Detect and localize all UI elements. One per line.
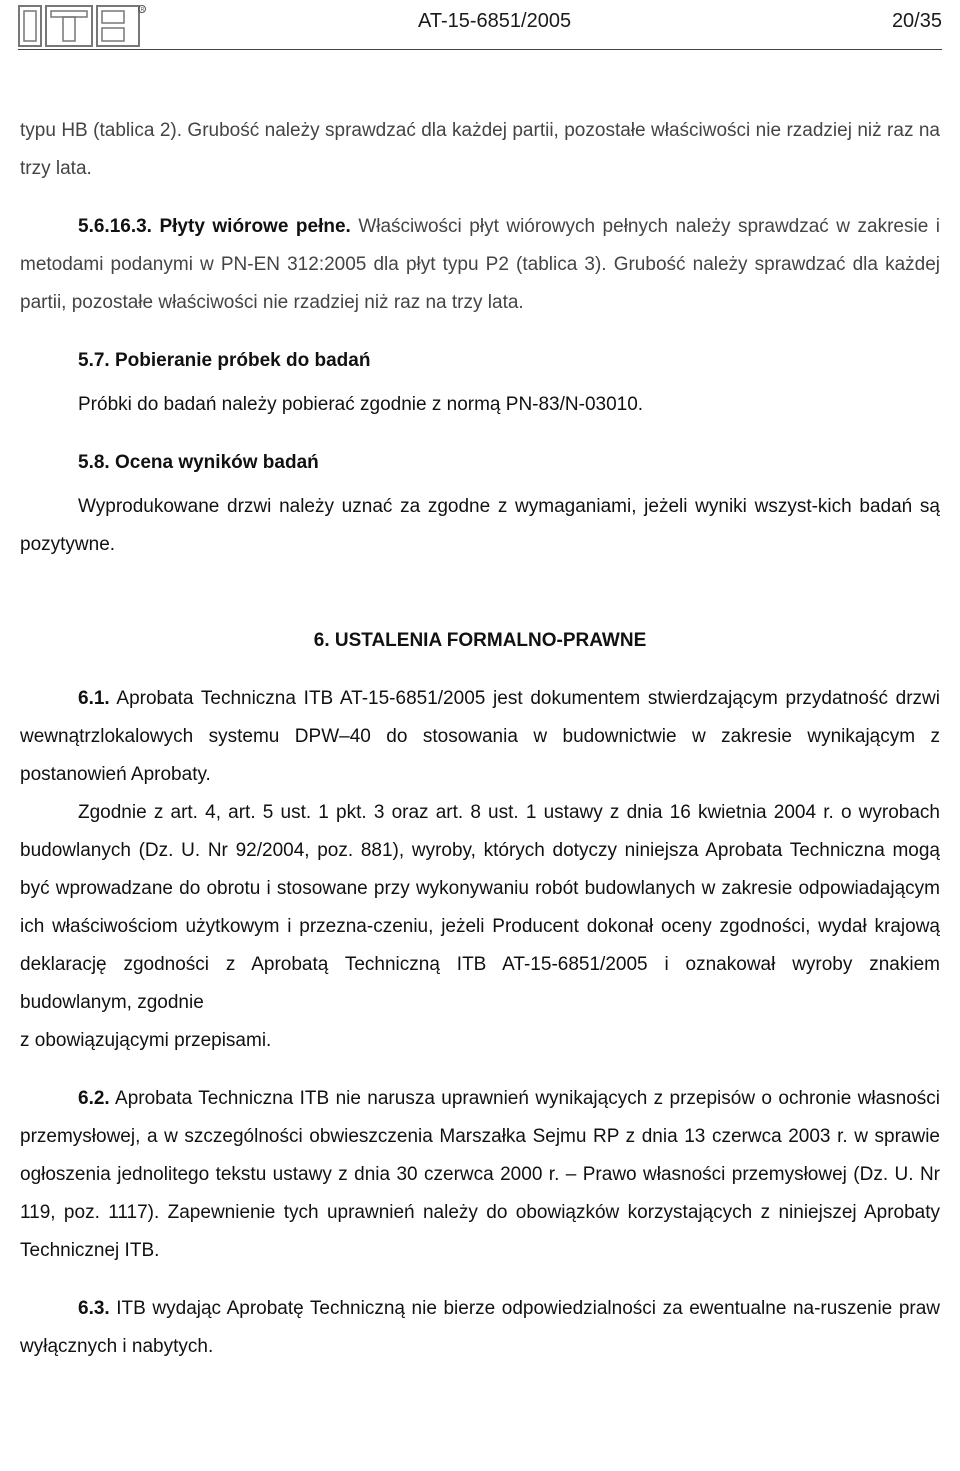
section-number: 6.3. [78,1298,110,1319]
heading-5-8-text: 5.8. Ocena wyników badań [78,452,319,473]
paragraph-5-8: Wyprodukowane drzwi należy uznać za zgodne z wymaganiami, jeżeli wyniki wszyst-kich badań są pozytywne. [20,496,940,555]
page-number: 20/35 [891,10,942,32]
section-text: Aprobata Techniczna ITB nie narusza uprawnień wynikających z przepisów o ochronie własności przemysłowej, a w szczególności obwieszczenia Marszałka Sejmu RP z dnia 13 czerwca 2003 r. w sprawie ogłoszenia jednolitego tekstu ustawy z dnia 30 czerwca 2000 r. – Prawo własności przemysłowej (Dz. U. Nr 119, poz. 1117). Zapewnienie tych uprawnień należy do obowiązków korzystających z niniejszej Aprobaty Technicznej ITB. [20,1088,941,1261]
paragraph-6-2 [20,1080,940,1270]
itb-logo [18,4,146,48]
section-text: Aprobata Techniczna ITB AT-15-6851/2005 jest dokumentem stwierdzającym przydatność drzwi wewnątrzlokalowych systemu DPW–40 do stosowania w budownictwie w zakresie wynikającym z postanowień Aprobaty. [20,688,941,785]
heading-6 [20,622,940,660]
heading-6-text: 6. USTALENIA FORMALNO-PRAWNE [313,630,647,651]
section-title: Płyty wiórowe pełne. [159,216,351,237]
heading-5-7-text: 5.7. Pobieranie próbek do badań [78,350,371,371]
section-number: 6.1. [78,688,110,709]
document-body [20,112,940,1366]
paragraph-5-6-16-3 [20,208,940,322]
header-rule [18,49,942,50]
heading-5-7 [20,342,940,380]
paragraph-6-3 [20,1290,940,1366]
paragraph-hb-board: typu HB (tablica 2). Grubość należy sprawdzać dla każdej partii, pozostałe właściwości nie rzadziej niż raz na trzy lata. [20,120,940,179]
document-number: AT-15-6851/2005 [418,10,572,32]
paragraph-5-7: Próbki do badań należy pobierać zgodnie z normą PN-83/N-03010. [78,394,644,415]
svg-text:R: R [140,7,145,13]
page-header [18,0,942,50]
paragraph-6-1-b: Zgodnie z art. 4, art. 5 ust. 1 pkt. 3 oraz art. 8 ust. 1 ustawy z dnia 16 kwietnia 2004 r. o wyrobach budowlanych (Dz. U. Nr 92/2004, poz. 881), wyroby, których dotyczy niniejsza Aprobata Techniczna mogą być wprowadzane do obrotu i stosowane przy wykonywaniu robót budowlanych w zakresie odpowiadającym ich właściwościom użytkowym i przezna-czeniu, jeżeli Producent dokonał oceny zgodności, wydał krajową deklarację zgodności z Aprobatą Techniczną ITB AT-15-6851/2005 i oznakował wyroby znakiem budowlanym, zgodnie [20,802,940,1013]
heading-5-8 [20,444,940,482]
paragraph-6-1-c: z obowiązującymi przepisami. [20,1030,272,1051]
section-text: Właściwości płyt wiórowych pełnych należy sprawdzać w zakresie i metodami podanymi w PN-EN 312:2005 dla płyt typu P2 (tablica 3). Grubość należy sprawdzać dla każdej partii, pozostałe właściwości nie rzadziej niż raz na trzy lata. [20,216,941,313]
section-number: 6.2. [78,1088,110,1109]
paragraph-6-1 [20,680,940,794]
section-number: 5.6.16.3. [78,216,152,237]
section-text: ITB wydając Aprobatę Techniczną nie bierze odpowiedzialności za ewentualne na-ruszenie praw wyłącznych i nabytych. [20,1298,941,1357]
